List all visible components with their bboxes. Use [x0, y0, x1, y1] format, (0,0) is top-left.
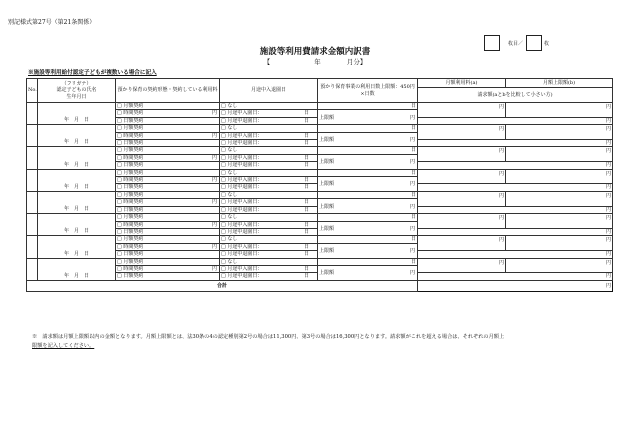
- entry-option[interactable]: [220, 117, 318, 124]
- entry-option[interactable]: [220, 206, 318, 213]
- yen-unit: 円: [498, 104, 504, 110]
- yen-unit: 円: [605, 251, 611, 258]
- contract-daily-checkbox[interactable]: □ 日額契約: [117, 184, 144, 191]
- request-cell[interactable]: [418, 228, 613, 235]
- birth-date-text: 年 月 日: [63, 117, 89, 124]
- contract-option[interactable]: [116, 191, 220, 198]
- yen-unit: 円: [498, 148, 504, 155]
- row-no-cell[interactable]: [27, 258, 38, 280]
- cap-label: 上限額: [319, 137, 335, 144]
- contract-option[interactable]: [116, 199, 220, 206]
- contract-daily-checkbox[interactable]: □ 日額契約: [117, 140, 144, 147]
- entry-none-checkbox[interactable]: □ なし: [221, 214, 238, 221]
- yen-unit: 円: [498, 192, 504, 199]
- yen-unit: 円: [409, 225, 415, 232]
- birth-date-text: 年 月 日: [63, 183, 89, 190]
- contract-monthly-checkbox[interactable]: □ 月額契約: [117, 258, 144, 265]
- day-unit: 日: [303, 110, 309, 117]
- yen-unit: 円: [605, 117, 611, 124]
- birth-date-text: 年 月 日: [63, 228, 89, 235]
- child-cell[interactable]: [38, 191, 116, 213]
- entry-in-checkbox[interactable]: □ 月途中入園日：: [221, 265, 263, 272]
- total-label: 合計: [27, 280, 418, 291]
- entry-none-checkbox[interactable]: □ なし: [221, 169, 238, 176]
- header-no: No.: [27, 79, 38, 103]
- child-cell[interactable]: [38, 125, 116, 147]
- request-cell[interactable]: [418, 117, 613, 124]
- monthly-cap-cell[interactable]: [506, 125, 613, 140]
- header-entry: 月途中入退園日: [220, 79, 318, 103]
- days-cell[interactable]: [318, 214, 418, 221]
- monthly-fee-cell[interactable]: [418, 147, 506, 162]
- header-request: 請求額(aとbを比較して小さい方): [418, 88, 613, 103]
- birth-date-text: 年 月 日: [63, 272, 89, 279]
- contract-monthly-checkbox[interactable]: □ 月額契約: [117, 236, 144, 243]
- contract-monthly-checkbox[interactable]: □ 月額契約: [117, 169, 144, 176]
- birth-date-text: 年 月 日: [63, 250, 89, 257]
- monthly-fee-cell[interactable]: [418, 258, 506, 273]
- note-bottom-line1: ※ 請求額は月額上限額以内の金額となります。月額上限額とは、法30条の4の認定種別第2号の場合は11,300円、第3号の場合は16,300円となります。請求額がこれを超える場合は、それぞれの月額上: [32, 334, 505, 340]
- birth-date-text: 年 月 日: [63, 161, 89, 168]
- limit-cell[interactable]: [318, 221, 418, 236]
- request-cell[interactable]: [418, 251, 613, 258]
- day-unit: 日: [410, 236, 416, 243]
- contract-option[interactable]: [116, 228, 220, 235]
- day-unit: 日: [410, 169, 416, 176]
- child-cell[interactable]: [38, 169, 116, 191]
- entry-none-checkbox[interactable]: □ なし: [221, 147, 238, 154]
- birth-date-text: 年 月 日: [63, 206, 89, 213]
- entry-out-checkbox[interactable]: □ 月途中退園日：: [221, 228, 263, 235]
- day-unit: 日: [303, 228, 309, 235]
- limit-cell[interactable]: [318, 265, 418, 280]
- monthly-fee-cell[interactable]: [418, 103, 506, 118]
- header-contract: 預かり保育の契約形態・契約している利用料: [116, 79, 220, 103]
- day-unit: 日: [303, 140, 309, 147]
- entry-in-checkbox[interactable]: □ 月途中入園日：: [221, 221, 263, 228]
- yen-unit: 円: [409, 114, 415, 121]
- table-row: [27, 103, 613, 110]
- day-unit: 日: [303, 221, 309, 228]
- contract-option[interactable]: [116, 177, 220, 184]
- day-unit: 日: [410, 258, 416, 265]
- yen-unit: 円: [605, 273, 611, 280]
- day-unit: 日: [410, 103, 416, 109]
- contract-hourly-checkbox[interactable]: □ 時間契約: [117, 132, 144, 139]
- monthly-cap-cell[interactable]: [506, 169, 613, 184]
- header-furigana: （フリガナ）: [61, 81, 92, 88]
- day-unit: 日: [303, 154, 309, 161]
- day-unit: 日: [303, 162, 309, 169]
- entry-option[interactable]: [220, 251, 318, 258]
- yen-unit: 円: [605, 228, 611, 235]
- limit-cell[interactable]: [318, 154, 418, 169]
- table-row: [27, 214, 613, 221]
- entry-out-checkbox[interactable]: □ 月途中退園日：: [221, 273, 263, 280]
- contract-option[interactable]: [116, 162, 220, 169]
- contract-hourly-checkbox[interactable]: □ 時間契約: [117, 110, 144, 117]
- note-bottom-line2: 限額を記入してください。: [32, 342, 95, 349]
- request-breakdown-table: [26, 78, 613, 292]
- monthly-fee-cell[interactable]: [418, 236, 506, 251]
- monthly-fee-cell[interactable]: [418, 125, 506, 140]
- contract-daily-checkbox[interactable]: □ 日額契約: [117, 206, 144, 213]
- yen-unit: 円: [409, 181, 415, 188]
- entry-option[interactable]: [220, 243, 318, 250]
- monthly-fee-cell[interactable]: [418, 191, 506, 206]
- period-year: 年: [314, 58, 321, 66]
- day-unit: 日: [303, 177, 309, 184]
- day-unit: 日: [303, 184, 309, 191]
- day-unit: 日: [303, 243, 309, 250]
- table-row: [27, 236, 613, 243]
- contract-option[interactable]: [116, 258, 220, 265]
- header-birth: 生年月日: [66, 93, 87, 100]
- note-bottom: [32, 333, 592, 350]
- entry-option[interactable]: [220, 132, 318, 139]
- yen-unit: 円: [605, 215, 611, 222]
- entry-option[interactable]: [220, 140, 318, 147]
- yen-unit: 円: [211, 243, 217, 250]
- request-cell[interactable]: [418, 273, 613, 280]
- row-no-cell[interactable]: [27, 236, 38, 258]
- entry-none-checkbox[interactable]: □ なし: [221, 191, 238, 198]
- yen-unit: 円: [498, 170, 504, 177]
- yen-unit: 円: [409, 203, 415, 210]
- request-cell[interactable]: [418, 140, 613, 147]
- entry-option[interactable]: [220, 184, 318, 191]
- days-cell[interactable]: [318, 125, 418, 132]
- yen-unit: 円: [498, 126, 504, 133]
- entry-in-checkbox[interactable]: □ 月途中入園日：: [221, 199, 263, 206]
- entry-option[interactable]: [220, 273, 318, 280]
- table-row: [27, 191, 613, 198]
- entry-out-checkbox[interactable]: □ 月途中退園日：: [221, 117, 263, 124]
- days-cell[interactable]: [318, 191, 418, 198]
- entry-option[interactable]: [220, 236, 318, 243]
- monthly-cap-cell[interactable]: [506, 191, 613, 206]
- row-no-cell[interactable]: [27, 147, 38, 169]
- sheet-total-label: 枚: [544, 41, 550, 47]
- monthly-cap-cell[interactable]: [506, 236, 613, 251]
- contract-daily-checkbox[interactable]: □ 日額契約: [117, 228, 144, 235]
- limit-cell[interactable]: [318, 177, 418, 192]
- day-unit: 日: [410, 214, 416, 221]
- cap-label: 上限額: [319, 181, 335, 188]
- sheet-of-label: 枚目／: [508, 41, 524, 47]
- entry-option[interactable]: [220, 177, 318, 184]
- yen-unit: 円: [605, 162, 611, 169]
- day-unit: 日: [303, 265, 309, 272]
- day-unit: 日: [303, 206, 309, 213]
- yen-unit: 円: [605, 140, 611, 147]
- request-cell[interactable]: [418, 184, 613, 191]
- days-cell[interactable]: [318, 103, 418, 110]
- yen-unit: 円: [211, 221, 217, 228]
- contract-option[interactable]: [116, 243, 220, 250]
- days-cell[interactable]: [318, 147, 418, 154]
- contract-hourly-checkbox[interactable]: □ 時間契約: [117, 265, 144, 272]
- monthly-cap-cell[interactable]: [506, 103, 613, 118]
- contract-option[interactable]: [116, 206, 220, 213]
- contract-hourly-checkbox[interactable]: □ 時間契約: [117, 199, 144, 206]
- contract-option[interactable]: [116, 251, 220, 258]
- entry-option[interactable]: [220, 265, 318, 272]
- cap-label: 上限額: [319, 203, 335, 210]
- yen-unit: 円: [409, 137, 415, 144]
- contract-option[interactable]: [116, 154, 220, 161]
- contract-option[interactable]: [116, 103, 220, 110]
- entry-none-checkbox[interactable]: □ なし: [221, 103, 238, 109]
- contract-option[interactable]: [116, 214, 220, 221]
- total-amount-cell[interactable]: [418, 280, 613, 291]
- monthly-fee-cell[interactable]: [418, 169, 506, 184]
- contract-monthly-checkbox[interactable]: □ 月額契約: [117, 191, 144, 198]
- page-title: 施設等利用費請求金額内訳書: [259, 47, 371, 57]
- cap-label: 上限額: [319, 248, 335, 255]
- header-child: [38, 79, 116, 103]
- yen-unit: 円: [409, 270, 415, 277]
- row-no-cell[interactable]: [27, 103, 38, 125]
- header-monthly-fee: 月額利用料(a): [418, 79, 506, 88]
- yen-unit: 円: [498, 237, 504, 244]
- table-row: [27, 125, 613, 132]
- day-unit: 日: [410, 147, 416, 154]
- yen-unit: 円: [605, 259, 611, 266]
- contract-option[interactable]: [116, 221, 220, 228]
- form-number: 別記様式第27号（第21条関係）: [8, 19, 96, 26]
- yen-unit: 円: [605, 206, 611, 213]
- entry-option[interactable]: [220, 110, 318, 117]
- days-cell[interactable]: [318, 258, 418, 265]
- limit-cell[interactable]: [318, 110, 418, 125]
- request-cell[interactable]: [418, 162, 613, 169]
- contract-hourly-checkbox[interactable]: □ 時間契約: [117, 177, 144, 184]
- contract-monthly-checkbox[interactable]: □ 月額契約: [117, 147, 144, 154]
- yen-unit: 円: [211, 265, 217, 272]
- birth-date-text: 年 月 日: [63, 139, 89, 146]
- contract-option[interactable]: [116, 184, 220, 191]
- contract-option[interactable]: [116, 265, 220, 272]
- contract-daily-checkbox[interactable]: □ 日額契約: [117, 251, 144, 258]
- monthly-fee-cell[interactable]: [418, 214, 506, 229]
- contract-daily-checkbox[interactable]: □ 日額契約: [117, 117, 144, 124]
- day-unit: 日: [410, 125, 416, 132]
- contract-option[interactable]: [116, 169, 220, 176]
- contract-daily-checkbox[interactable]: □ 日額契約: [117, 162, 144, 169]
- contract-option[interactable]: [116, 117, 220, 124]
- limit-cell[interactable]: [318, 243, 418, 258]
- child-cell[interactable]: [38, 258, 116, 280]
- cap-label: 上限額: [319, 225, 335, 232]
- header-child-name: 認定子どもの氏名: [56, 87, 97, 94]
- entry-none-checkbox[interactable]: □ なし: [221, 258, 238, 265]
- billing-period: [0, 57, 630, 66]
- entry-option[interactable]: [220, 103, 318, 110]
- row-no-cell[interactable]: [27, 169, 38, 191]
- row-no-cell[interactable]: [27, 214, 38, 236]
- yen-unit: 円: [211, 177, 217, 184]
- total-row: [27, 280, 613, 291]
- request-cell[interactable]: [418, 206, 613, 213]
- contract-option[interactable]: [116, 147, 220, 154]
- yen-unit: 円: [498, 215, 504, 222]
- entry-option[interactable]: [220, 228, 318, 235]
- contract-monthly-checkbox[interactable]: □ 月額契約: [117, 103, 144, 109]
- entry-in-checkbox[interactable]: □ 月途中入園日：: [221, 110, 263, 117]
- yen-unit: 円: [409, 159, 415, 166]
- entry-option[interactable]: [220, 258, 318, 265]
- entry-option[interactable]: [220, 125, 318, 132]
- day-unit: 日: [303, 117, 309, 124]
- limit-cell[interactable]: [318, 132, 418, 147]
- contract-option[interactable]: [116, 140, 220, 147]
- yen-unit: 円: [211, 132, 217, 139]
- child-cell[interactable]: [38, 214, 116, 236]
- entry-out-checkbox[interactable]: □ 月途中退園日：: [221, 184, 263, 191]
- note-multiple-children: ※施設等利用給付認定子どもが複数いる場合に記入: [28, 70, 157, 76]
- yen-unit: 円: [211, 154, 217, 161]
- entry-out-checkbox[interactable]: □ 月途中退園日：: [221, 251, 263, 258]
- contract-option[interactable]: [116, 125, 220, 132]
- yen-unit: 円: [605, 148, 611, 155]
- entry-out-checkbox[interactable]: □ 月途中退園日：: [221, 162, 263, 169]
- contract-monthly-checkbox[interactable]: □ 月額契約: [117, 125, 144, 132]
- yen-unit: 円: [409, 248, 415, 255]
- day-unit: 日: [303, 199, 309, 206]
- contract-option[interactable]: [116, 236, 220, 243]
- contract-hourly-checkbox[interactable]: □ 時間契約: [117, 243, 144, 250]
- yen-unit: 円: [605, 170, 611, 177]
- yen-unit: 円: [605, 192, 611, 199]
- day-unit: 日: [303, 132, 309, 139]
- header-monthly-cap: 月額上限額(b): [506, 79, 613, 88]
- entry-option[interactable]: [220, 199, 318, 206]
- monthly-cap-cell[interactable]: [506, 214, 613, 229]
- period-open: 【: [263, 58, 271, 66]
- entry-out-checkbox[interactable]: □ 月途中退園日：: [221, 140, 263, 147]
- monthly-cap-cell[interactable]: [506, 147, 613, 162]
- day-unit: 日: [303, 251, 309, 258]
- yen-unit: 円: [605, 283, 611, 290]
- entry-option[interactable]: [220, 147, 318, 154]
- table-row: [27, 258, 613, 265]
- table-row: [27, 147, 613, 154]
- contract-option[interactable]: [116, 110, 220, 117]
- yen-unit: 円: [605, 237, 611, 244]
- days-cell[interactable]: [318, 236, 418, 243]
- yen-unit: 円: [211, 199, 217, 206]
- days-cell[interactable]: [318, 169, 418, 176]
- limit-cell[interactable]: [318, 199, 418, 214]
- entry-option[interactable]: [220, 154, 318, 161]
- contract-hourly-checkbox[interactable]: □ 時間契約: [117, 154, 144, 161]
- yen-unit: 円: [605, 184, 611, 191]
- child-cell[interactable]: [38, 147, 116, 169]
- row-no-cell[interactable]: [27, 125, 38, 147]
- contract-monthly-checkbox[interactable]: □ 月額契約: [117, 214, 144, 221]
- entry-option[interactable]: [220, 221, 318, 228]
- entry-in-checkbox[interactable]: □ 月途中入園日：: [221, 243, 263, 250]
- period-month: 月分】: [346, 58, 367, 66]
- child-cell[interactable]: [38, 236, 116, 258]
- contract-option[interactable]: [116, 273, 220, 280]
- row-no-cell[interactable]: [27, 191, 38, 213]
- cap-label: 上限額: [319, 114, 335, 121]
- contract-hourly-checkbox[interactable]: □ 時間契約: [117, 221, 144, 228]
- entry-in-checkbox[interactable]: □ 月途中入園日：: [221, 154, 263, 161]
- yen-unit: 円: [605, 126, 611, 133]
- yen-unit: 円: [605, 104, 611, 110]
- entry-option[interactable]: [220, 191, 318, 198]
- contract-option[interactable]: [116, 132, 220, 139]
- header-limit: 預かり保育事業の利用日数上限額：450円×日数: [318, 79, 418, 103]
- cap-label: 上限額: [319, 159, 335, 166]
- yen-unit: 円: [211, 110, 217, 117]
- cap-label: 上限額: [319, 270, 335, 277]
- entry-none-checkbox[interactable]: □ なし: [221, 236, 238, 243]
- entry-out-checkbox[interactable]: □ 月途中退園日：: [221, 206, 263, 213]
- entry-in-checkbox[interactable]: □ 月途中入園日：: [221, 132, 263, 139]
- table-row: [27, 169, 613, 176]
- entry-in-checkbox[interactable]: □ 月途中入園日：: [221, 177, 263, 184]
- entry-option[interactable]: [220, 169, 318, 176]
- entry-none-checkbox[interactable]: □ なし: [221, 125, 238, 132]
- entry-option[interactable]: [220, 162, 318, 169]
- contract-daily-checkbox[interactable]: □ 日額契約: [117, 273, 144, 280]
- day-unit: 日: [410, 191, 416, 198]
- child-cell[interactable]: [38, 103, 116, 125]
- yen-unit: 円: [498, 259, 504, 266]
- monthly-cap-cell[interactable]: [506, 258, 613, 273]
- day-unit: 日: [303, 273, 309, 280]
- entry-option[interactable]: [220, 214, 318, 221]
